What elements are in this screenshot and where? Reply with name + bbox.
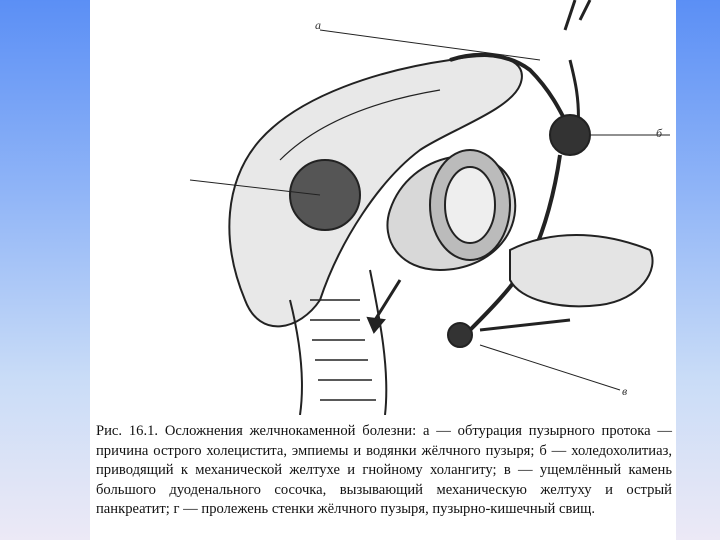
page-sheet (90, 0, 676, 540)
label-a: а (315, 18, 321, 32)
figure-caption (96, 422, 672, 520)
gallbladder-drawing (150, 0, 670, 415)
label-b: б (656, 126, 663, 140)
caption-text: Рис. 16.1. Осложнения желчнокаменной болезни: а — обтурация пузырного протока — причина острого холецистита, эмпиемы и водянки жёлчного пузыря; б — холедохолитиаз, приводящий к механической желтухе и гнойному холангиту; в — ущемлённый камень большого дуоденального сосочка, вызывающий механическую желтуху и острый панкреатит; г — пролежень стенки жёлчного пузыря, пузырно-кишечный свищ. (96, 423, 672, 517)
anatomy-illustration (150, 0, 670, 415)
label-v: в (622, 384, 628, 398)
